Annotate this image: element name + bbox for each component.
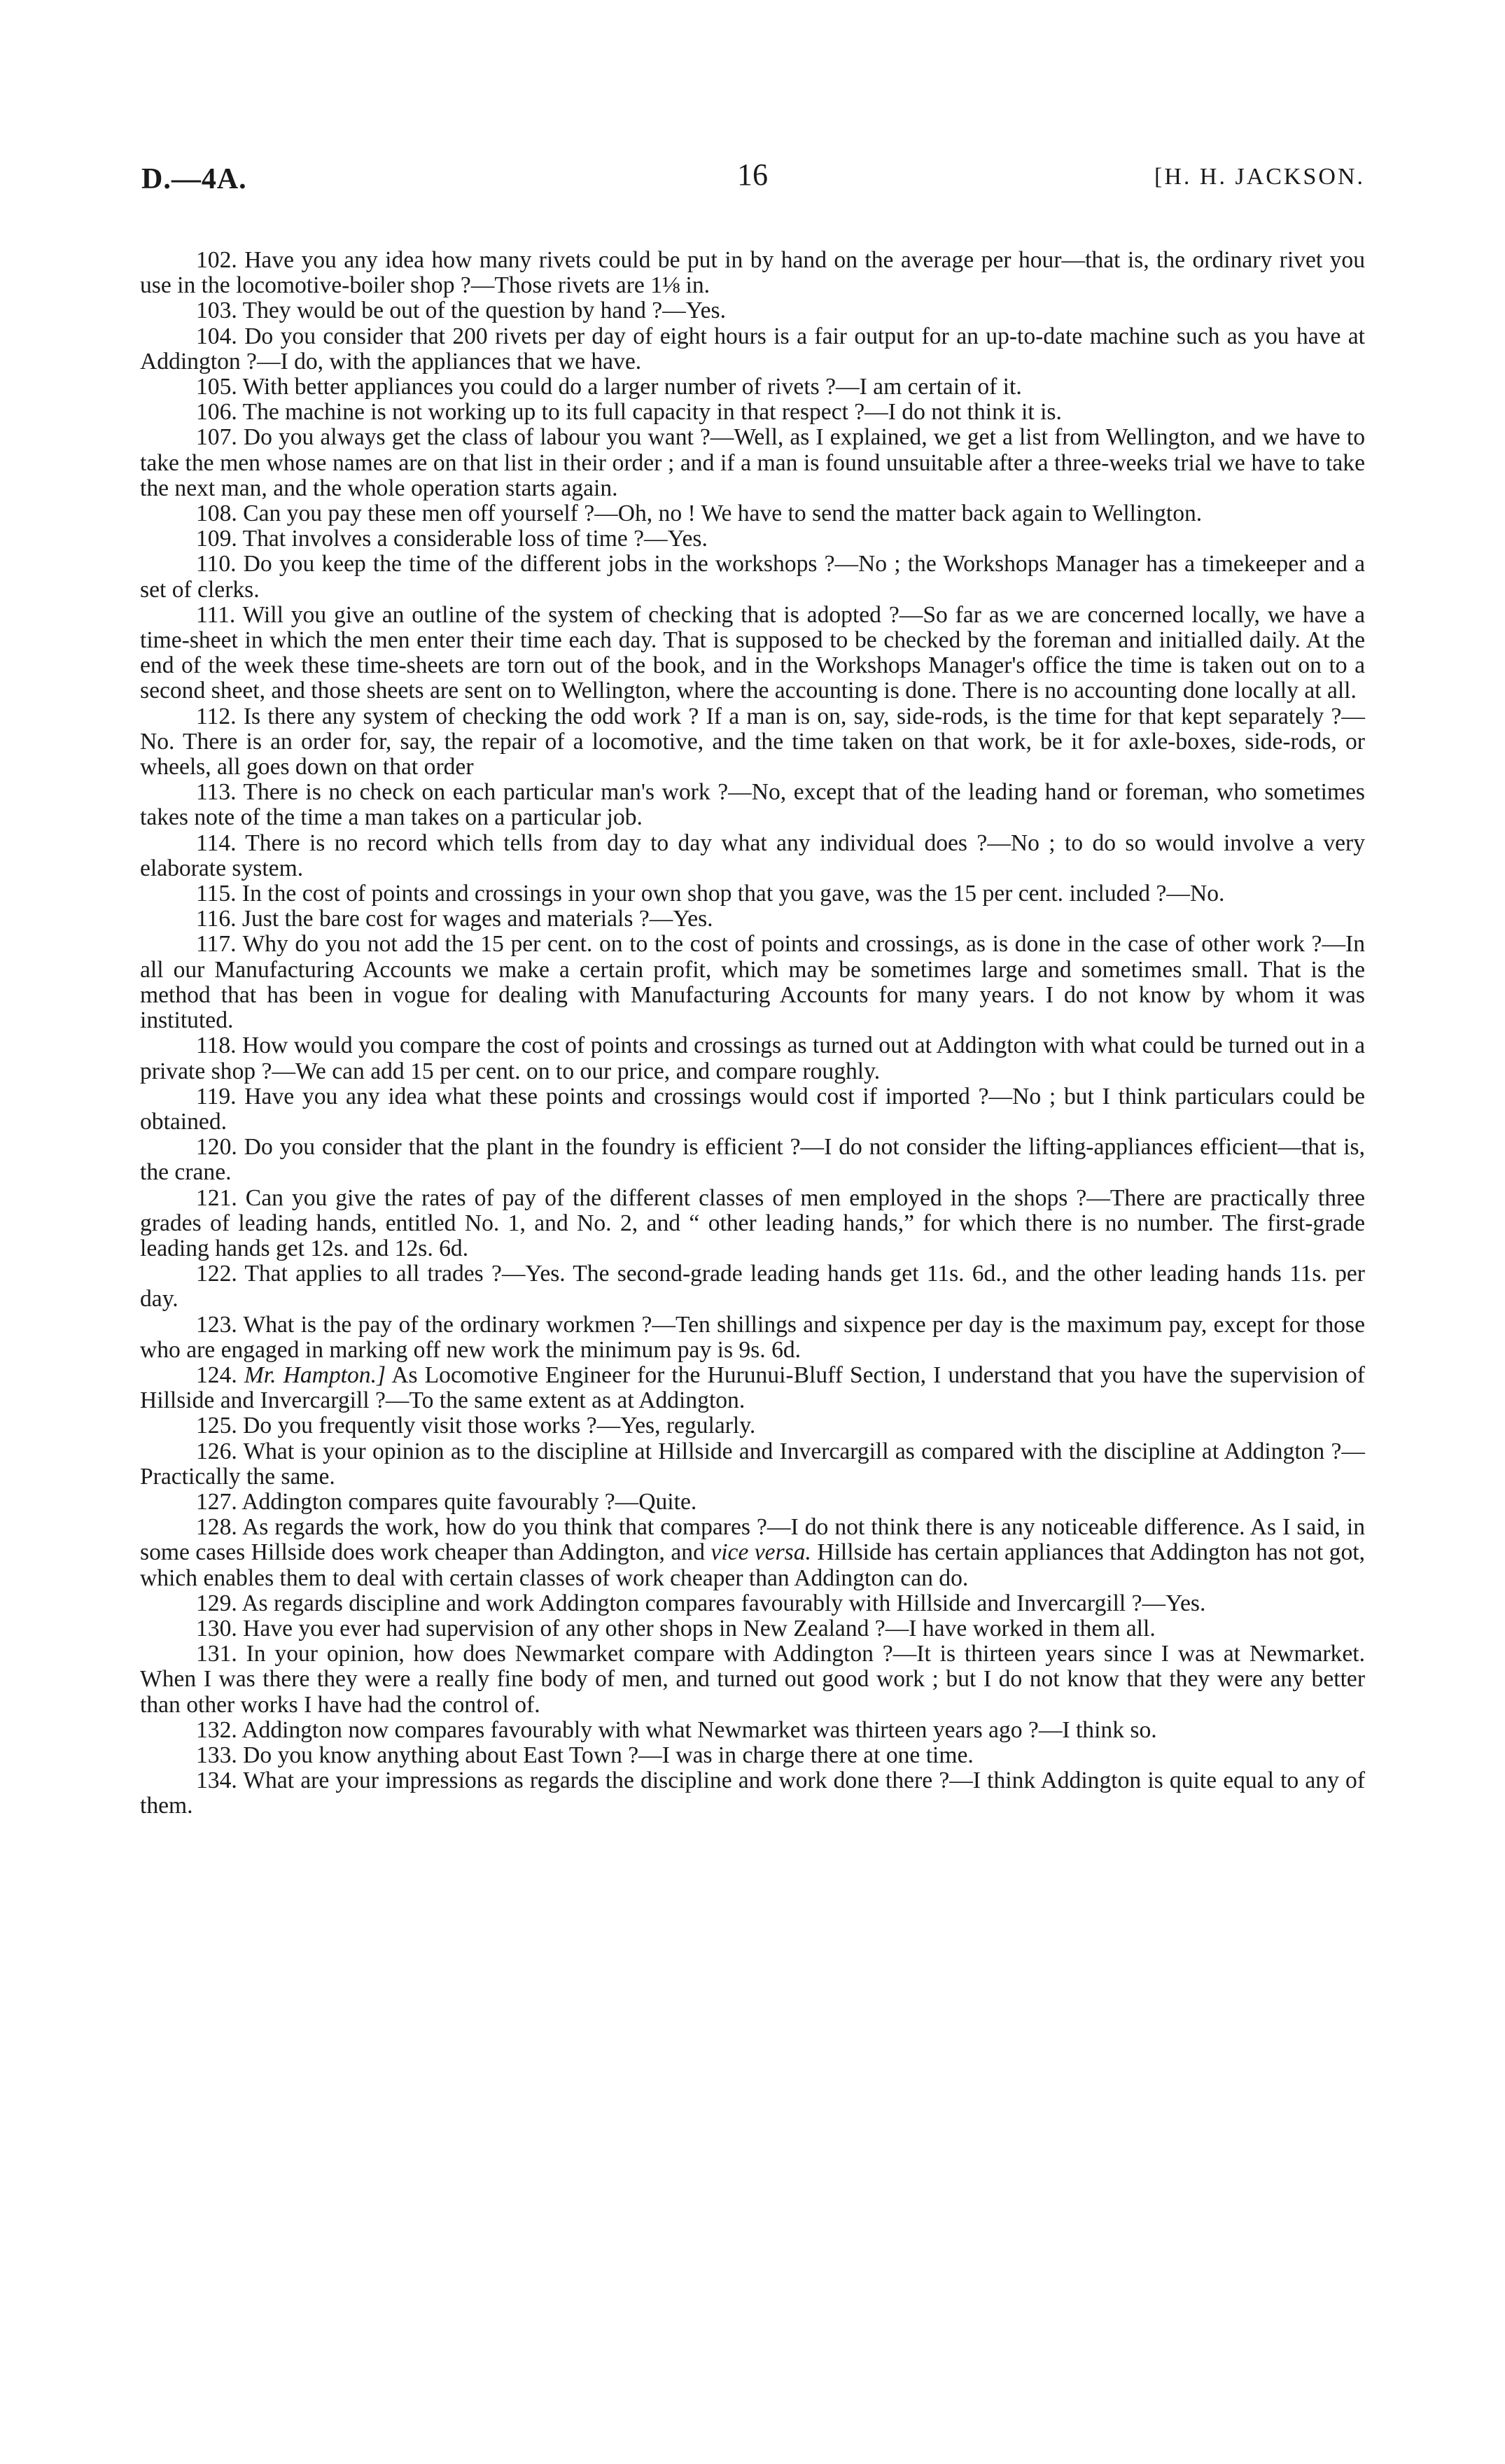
question-answer-text: Is there any system of checking the odd work ? If a man is on, say, side-rods, is the time for that kept separately ?—No. There is an order for, say, the repair of a locomotive, and the time taken on that work, be it for axle-boxes, side-rods, or wheels, all goes down on that order bbox=[140, 703, 1365, 780]
question-number: 114. bbox=[196, 830, 237, 856]
question-number: 132. bbox=[196, 1716, 237, 1743]
testimony-paragraph bbox=[140, 1768, 1365, 1819]
question-answer-text: Do you consider that 200 rivets per day of eight hours is a fair output for an up-to-date machine such as you have at Addington ?—I do, with the appliances that we have. bbox=[140, 323, 1365, 374]
question-number: 104. bbox=[196, 323, 237, 349]
testimony-paragraph bbox=[140, 704, 1365, 780]
question-answer-text: Addington now compares favourably with what Newmarket was thirteen years ago ?—I think so. bbox=[241, 1716, 1157, 1743]
testimony-paragraph bbox=[140, 552, 1365, 602]
question-number: 116. bbox=[196, 906, 237, 932]
page-header bbox=[140, 157, 1365, 213]
question-number: 115. bbox=[196, 881, 237, 907]
question-number: 128. bbox=[196, 1514, 237, 1541]
testimony-paragraph bbox=[140, 248, 1365, 298]
question-number: 129. bbox=[196, 1590, 237, 1616]
question-number: 117. bbox=[196, 931, 237, 958]
question-number: 105. bbox=[196, 374, 237, 400]
question-answer-text: As regards the work, how do you think that compares ?—I do not think there is any noticeable difference. As I said, in some cases Hillside does work cheaper than Addington, and bbox=[140, 1514, 1365, 1566]
testimony-paragraph bbox=[140, 374, 1365, 400]
testimony-paragraph bbox=[140, 1490, 1365, 1515]
question-number: 122. bbox=[196, 1261, 237, 1287]
testimony-paragraph bbox=[140, 526, 1365, 552]
question-answer-text: That involves a considerable loss of time ?—Yes. bbox=[242, 526, 708, 552]
testimony-paragraph bbox=[140, 324, 1365, 374]
question-answer-text: Do you know anything about East Town ?—I was in charge there at one time. bbox=[243, 1742, 974, 1768]
question-number: 126. bbox=[196, 1438, 237, 1464]
testimony-paragraph bbox=[140, 400, 1365, 425]
testimony-paragraph bbox=[140, 501, 1365, 526]
testimony-paragraph bbox=[140, 1363, 1365, 1413]
testimony-paragraph bbox=[140, 1439, 1365, 1490]
question-answer-text: Do you always get the class of labour you want ?—Well, as I explained, we get a list from Wellington, and we have to take the men whose names are on that list in their order ; and if a man is found unsuitable after a three-weeks trial we have to take the next man, and the whole operation starts again. bbox=[140, 424, 1365, 501]
question-answer-text: Addington compares quite favourably ?—Quite. bbox=[241, 1488, 697, 1515]
question-number: 111. bbox=[196, 601, 236, 628]
testimony-paragraph bbox=[140, 1743, 1365, 1768]
question-answer-text: Can you pay these men off yourself ?—Oh, no ! We have to send the matter back again to Wellington. bbox=[243, 500, 1203, 527]
witness-name: [H. H. JACKSON. bbox=[1154, 164, 1365, 190]
question-number: 106. bbox=[196, 399, 237, 426]
testimony-paragraph bbox=[140, 1642, 1365, 1718]
question-answer-text: As Locomotive Engineer for the Hurunui-Bluff Section, I understand that you have the supervision of Hillside and Invercargill ?—To the same extent as at Addington. bbox=[140, 1362, 1365, 1414]
question-number: 125. bbox=[196, 1413, 237, 1439]
question-number: 123. bbox=[196, 1311, 237, 1338]
testimony-paragraph bbox=[140, 1261, 1365, 1312]
question-number: 124. bbox=[196, 1362, 237, 1388]
question-answer-text: With better appliances you could do a larger number of rivets ?—I am certain of it. bbox=[242, 374, 1022, 400]
question-number: 110. bbox=[196, 551, 237, 578]
question-number: 109. bbox=[196, 526, 237, 552]
testimony-paragraph bbox=[140, 1718, 1365, 1743]
testimony-paragraph bbox=[140, 603, 1365, 704]
question-answer-text: What is your opinion as to the discipline at Hillside and Invercargill as compared with the discipline at Addington ?—Practically the same. bbox=[140, 1438, 1365, 1490]
question-answer-text: Do you keep the time of the different jobs in the workshops ?—No ; the Workshops Manager has a timekeeper and a set of clerks. bbox=[140, 551, 1365, 603]
question-answer-text: Why do you not add the 15 per cent. on to the cost of points and crossings, as is done in the case of other work ?—In all our Manufacturing Accounts we make a certain profit, which may be sometimes large and sometimes small. That is the method that has been in vogue for dealing with Manufacturing Accounts for many years. I do not know by whom it was instituted. bbox=[140, 931, 1365, 1034]
question-answer-text: Do you frequently visit those works ?—Yes, regularly. bbox=[243, 1413, 756, 1439]
question-answer-text: The machine is not working up to its full capacity in that respect ?—I do not think it is. bbox=[242, 399, 1062, 426]
question-number: 108. bbox=[196, 500, 237, 527]
question-number: 112. bbox=[196, 703, 237, 729]
question-answer-text-continued: Hillside has certain appliances that Addington has not got, which enables them to deal with certain classes of work cheaper than Addington can do. bbox=[140, 1539, 1365, 1591]
question-answer-text: There is no record which tells from day to day what any individual does ?—No ; to do so would involve a very elaborate system. bbox=[140, 830, 1365, 881]
question-answer-text: Have you ever had supervision of any other shops in New Zealand ?—I have worked in them all. bbox=[243, 1615, 1156, 1642]
question-answer-text: That applies to all trades ?—Yes. The second-grade leading hands get 11s. 6d., and the other leading hands 11s. per day. bbox=[140, 1261, 1365, 1312]
testimony-paragraph bbox=[140, 906, 1365, 932]
question-answer-text: In the cost of points and crossings in your own shop that you gave, was the 15 per cent. included ?—No. bbox=[241, 881, 1225, 907]
question-number: 133. bbox=[196, 1742, 237, 1768]
testimony-paragraph bbox=[140, 1084, 1365, 1135]
question-number: 118. bbox=[196, 1032, 237, 1059]
question-answer-text: How would you compare the cost of points and crossings as turned out at Addington with what could be turned out in a private shop ?—We can add 15 per cent. on to our price, and compare roughly. bbox=[140, 1032, 1365, 1084]
question-number: 120. bbox=[196, 1134, 237, 1161]
testimony-paragraph bbox=[140, 1186, 1365, 1262]
question-number: 127. bbox=[196, 1488, 237, 1515]
question-answer-text: As regards discipline and work Addington compares favourably with Hillside and Invercargill ?—Yes. bbox=[241, 1590, 1206, 1616]
question-number: 134. bbox=[196, 1768, 237, 1794]
question-answer-text: Have you any idea how many rivets could be put in by hand on the average per hour—that is, the ordinary rivet you use in the locomotive-boiler shop ?—Those rivets are 1⅛ in. bbox=[140, 247, 1365, 299]
question-answer-text: What are your impressions as regards the discipline and work done there ?—I think Addington is quite equal to any of them. bbox=[140, 1768, 1366, 1819]
testimony-paragraph bbox=[140, 1312, 1365, 1363]
question-answer-text: There is no check on each particular man's work ?—No, except that of the leading hand or foreman, who sometimes takes note of the time a man takes on a particular job. bbox=[140, 779, 1365, 831]
question-answer-text: Can you give the rates of pay of the different classes of men employed in the shops ?—There are practically three grades of leading hands, entitled No. 1, and No. 2, and “ other leading hands,” for which there is no number. The first-grade leading hands get 12s. and 12s. 6d. bbox=[140, 1184, 1365, 1261]
testimony-paragraph bbox=[140, 831, 1365, 881]
question-number: 107. bbox=[196, 424, 237, 451]
testimony-paragraph bbox=[140, 932, 1365, 1033]
document-reference: D.—4A. bbox=[141, 163, 247, 195]
question-number: 119. bbox=[196, 1083, 237, 1110]
speaker-label: Mr. Hampton.] bbox=[244, 1362, 386, 1388]
italic-phrase: vice versa. bbox=[710, 1539, 811, 1566]
testimony-paragraph bbox=[140, 425, 1365, 501]
testimony-paragraph bbox=[140, 1033, 1365, 1084]
testimony-paragraph bbox=[140, 881, 1365, 906]
question-number: 113. bbox=[196, 779, 237, 806]
question-answer-text: In your opinion, how does Newmarket compare with Addington ?—It is thirteen years since I was at Newmarket. When I was there they were a really fine body of men, and turned out good work ; but I do not know that they were any better than other works I have had the control of. bbox=[140, 1641, 1365, 1718]
question-answer-text: Have you any idea what these points and crossings would cost if imported ?—No ; but I think particulars could be obtained. bbox=[140, 1083, 1365, 1135]
testimony-paragraph bbox=[140, 1591, 1365, 1616]
question-number: 131. bbox=[196, 1641, 237, 1667]
testimony-paragraph bbox=[140, 298, 1365, 323]
question-answer-text: Will you give an outline of the system of checking that is adopted ?—So far as we are concerned locally, we have a time-sheet in which the men enter their time each day. That is supposed to be checked by the foreman and initialled daily. At the end of the week these time-sheets are torn out of the book, and in the Workshops Manager's office the time is taken out on to a second sheet, and those sheets are sent on to Wellington, where the accounting is done. There is no accounting done locally at all. bbox=[140, 601, 1366, 704]
testimony-paragraph bbox=[140, 1616, 1365, 1642]
page-number: 16 bbox=[737, 158, 768, 192]
question-number: 102. bbox=[196, 247, 237, 273]
question-answer-text: What is the pay of the ordinary workmen ?—Ten shillings and sixpence per day is the maximum pay, except for those who are engaged in marking off new work the minimum pay is 9s. 6d. bbox=[140, 1311, 1365, 1363]
question-answer-text: Do you consider that the plant in the foundry is efficient ?—I do not consider the lifting-appliances efficient—that is, the crane. bbox=[140, 1134, 1365, 1186]
question-number: 103. bbox=[196, 298, 237, 324]
question-number: 121. bbox=[196, 1184, 237, 1211]
testimony-list bbox=[140, 248, 1365, 1819]
testimony-paragraph bbox=[140, 1413, 1365, 1438]
question-answer-text: Just the bare cost for wages and materials ?—Yes. bbox=[241, 906, 713, 932]
testimony-paragraph bbox=[140, 780, 1365, 830]
testimony-paragraph bbox=[140, 1515, 1365, 1591]
question-answer-text: They would be out of the question by hand ?—Yes. bbox=[242, 298, 727, 324]
testimony-paragraph bbox=[140, 1135, 1365, 1185]
question-number: 130. bbox=[196, 1615, 237, 1642]
